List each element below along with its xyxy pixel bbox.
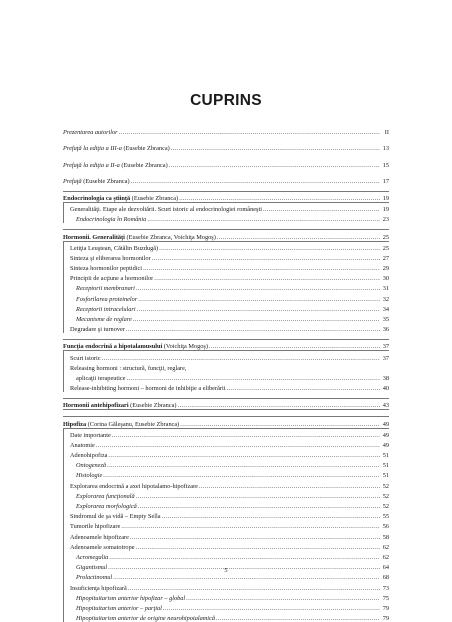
toc-leader-dots bbox=[199, 483, 380, 490]
toc-entry-title: Principii de acţiune a hormonilor bbox=[70, 275, 154, 283]
toc-page-number: 49 bbox=[382, 420, 389, 428]
toc-leader-dots bbox=[138, 503, 380, 510]
toc-entry[interactable] bbox=[63, 292, 389, 302]
toc-page-number: II bbox=[384, 129, 389, 137]
toc-entry[interactable] bbox=[63, 490, 389, 500]
toc-entry-title: Hipofiza (Corina Găleşanu, Eusebie Zbranca) bbox=[63, 420, 180, 428]
toc-entry[interactable] bbox=[63, 339, 389, 351]
toc-entry-title: Insuficienţa hipofizară bbox=[70, 584, 127, 592]
toc-entry-title: Gigantismul bbox=[76, 564, 108, 572]
toc-leader-dots bbox=[263, 206, 380, 213]
toc-leader-dots bbox=[143, 265, 380, 272]
toc-entry[interactable] bbox=[63, 203, 389, 213]
toc-entry-title: Adenohipofiza bbox=[70, 452, 108, 460]
toc-entry-title: Sinteza şi eliberarea hormonilor bbox=[70, 254, 151, 262]
toc-page-number: 79 bbox=[382, 604, 389, 612]
toc-entry[interactable] bbox=[63, 126, 389, 136]
toc-page-number: 17 bbox=[382, 177, 389, 185]
toc-page-number: 58 bbox=[382, 533, 389, 541]
toc-entry-title: Anatomie bbox=[70, 441, 95, 449]
table-of-contents bbox=[63, 126, 389, 622]
toc-entry[interactable] bbox=[63, 282, 389, 292]
toc-page-number: 25 bbox=[382, 244, 389, 252]
toc-entry[interactable] bbox=[63, 592, 389, 602]
toc-entry[interactable] bbox=[63, 272, 389, 282]
toc-page-number: 19 bbox=[382, 206, 389, 214]
toc-page-number: 32 bbox=[382, 295, 389, 303]
toc-leader-dots bbox=[109, 554, 380, 561]
toc-page-number: 75 bbox=[382, 594, 389, 602]
toc-page-number: 31 bbox=[382, 285, 389, 293]
toc-page-number: 27 bbox=[382, 254, 389, 262]
toc-entry[interactable] bbox=[63, 551, 389, 561]
toc-entry-title: Endocrinologia ca ştiinţă (Eusebie Zbranca) bbox=[63, 194, 179, 202]
toc-entry[interactable] bbox=[63, 242, 389, 252]
toc-leader-dots bbox=[126, 375, 380, 382]
toc-entry-title: Endocrinologia în România bbox=[76, 216, 147, 224]
toc-leader-dots bbox=[217, 234, 380, 241]
toc-leader-dots bbox=[159, 245, 380, 252]
toc-entry[interactable] bbox=[63, 191, 389, 203]
toc-entry-title: Histologie bbox=[76, 472, 103, 480]
toc-entry[interactable] bbox=[63, 229, 389, 241]
toc-page-number: 62 bbox=[382, 543, 389, 551]
toc-page-number: 43 bbox=[382, 402, 389, 410]
toc-entry-title: Scurt istoric bbox=[70, 354, 101, 362]
toc-entry-title: Letiţia Leuştean, Cătălin Buzdugă) bbox=[70, 244, 159, 252]
toc-entry-title: Hipopituitarism anterior – parţial bbox=[76, 604, 162, 612]
toc-entry[interactable] bbox=[63, 469, 389, 479]
toc-page-number: 34 bbox=[382, 305, 389, 313]
toc-entry[interactable] bbox=[63, 313, 389, 323]
toc-leader-dots bbox=[171, 145, 380, 152]
toc-page-number: 68 bbox=[382, 574, 389, 582]
toc-page-number: 52 bbox=[382, 503, 389, 510]
toc-entry-title: Explorarea funcţională bbox=[76, 492, 135, 500]
toc-entry-title: Hipopituitarism anterior hipofizar – global bbox=[76, 594, 186, 602]
toc-page-number: 38 bbox=[382, 374, 389, 382]
toc-entry-title: Explorarea endocrină a axei hipotalamo-hipofizare bbox=[70, 482, 198, 490]
toc-leader-dots bbox=[133, 316, 380, 323]
toc-entry-title: Ontogeneză bbox=[76, 462, 107, 470]
toc-entry[interactable] bbox=[63, 541, 389, 551]
toc-page-number: 30 bbox=[382, 275, 389, 283]
toc-entry-title: Prefaţă la ediţia a III-a (Eusebie Zbranca) bbox=[63, 145, 170, 153]
toc-entry-title: Releasing hormoni : structură, funcţii, reglare, bbox=[70, 364, 187, 372]
toc-entry-title: Hormonii. Generalităţi (Eusebie Zbranca, Voichiţa Mogoş) bbox=[63, 233, 216, 241]
toc-page-number: 13 bbox=[382, 145, 389, 153]
toc-leader-dots bbox=[216, 615, 380, 622]
toc-leader-dots bbox=[178, 402, 381, 409]
toc-page-number: 37 bbox=[382, 354, 389, 362]
toc-entry-title: Receptorii intracelulari bbox=[76, 305, 136, 313]
toc-leader-dots bbox=[152, 255, 380, 262]
toc-entry[interactable] bbox=[63, 252, 389, 262]
toc-leader-dots bbox=[180, 421, 380, 428]
toc-leader-dots bbox=[107, 462, 380, 469]
toc-entry[interactable] bbox=[63, 429, 389, 439]
toc-leader-dots bbox=[169, 162, 380, 169]
toc-page-number: 19 bbox=[382, 194, 389, 202]
toc-leader-dots bbox=[113, 574, 380, 581]
toc-page-number: 52 bbox=[382, 492, 389, 500]
toc-page-number: 56 bbox=[382, 523, 389, 531]
toc-entry-title: Tumorile hipofizare bbox=[70, 523, 121, 531]
toc-entry-title: Generalităţi. Etape ale dezvoltării. Scurt istoric al endocrinologiei româneşti bbox=[70, 206, 262, 214]
toc-entry[interactable] bbox=[63, 510, 389, 520]
toc-entry-title: Adenoamele hipofizare bbox=[70, 533, 129, 541]
toc-entry[interactable] bbox=[63, 158, 389, 168]
toc-page-number: 49 bbox=[382, 441, 389, 449]
toc-entry-title: Release-inhibiting hormoni – hormoni de inhibiţie a eliberării bbox=[70, 385, 226, 393]
toc-page-number: 62 bbox=[382, 553, 389, 561]
toc-leader-dots bbox=[102, 355, 380, 362]
toc-entry-title: Adenoamele somatotrope bbox=[70, 543, 135, 551]
toc-entry-title: Prezentarea autorilor bbox=[63, 129, 118, 137]
toc-entry[interactable] bbox=[63, 459, 389, 469]
toc-entry-title: Sindromul de şa vidă – Empty Sella bbox=[70, 513, 161, 521]
toc-entry[interactable] bbox=[63, 303, 389, 313]
toc-entry[interactable] bbox=[63, 479, 389, 489]
toc-page-number: 35 bbox=[382, 316, 389, 323]
toc-leader-dots bbox=[131, 178, 380, 185]
toc-entry-title: Receptorii membranari bbox=[76, 285, 135, 293]
toc-leader-dots bbox=[130, 534, 380, 541]
toc-leader-dots bbox=[163, 605, 380, 612]
toc-entry-title: Acromegalia bbox=[76, 553, 109, 561]
toc-leader-dots bbox=[96, 442, 380, 449]
toc-entry[interactable] bbox=[63, 416, 389, 428]
toc-entry-title: Date importante bbox=[70, 431, 111, 439]
page-title: CUPRINS bbox=[190, 92, 262, 109]
toc-entry[interactable] bbox=[63, 213, 389, 223]
toc-entry[interactable] bbox=[63, 398, 389, 410]
toc-leader-dots bbox=[154, 275, 380, 282]
toc-entry-title: Prefaţă la ediţia a II-a (Eusebie Zbranca) bbox=[63, 161, 168, 169]
toc-entry[interactable] bbox=[63, 612, 389, 622]
toc-page-number: 79 bbox=[382, 615, 389, 622]
toc-entry[interactable] bbox=[63, 530, 389, 540]
toc-entry[interactable] bbox=[63, 362, 389, 372]
toc-entry[interactable] bbox=[63, 351, 389, 361]
toc-entry-title: Funcţia endocrină a hipotalamusului (Voichiţa Mogoş) bbox=[63, 343, 208, 351]
toc-leader-dots bbox=[186, 595, 380, 602]
toc-leader-dots bbox=[128, 585, 380, 592]
toc-entry-title: Sinteza hormonilor peptidici bbox=[70, 265, 143, 273]
toc-leader-dots bbox=[121, 523, 380, 530]
toc-leader-dots bbox=[103, 472, 380, 479]
toc-page-number: 73 bbox=[382, 584, 389, 592]
toc-leader-dots bbox=[136, 285, 380, 292]
toc-leader-dots bbox=[119, 129, 380, 136]
toc-entry-title: Prefaţă (Eusebie Zbranca) bbox=[63, 177, 130, 185]
toc-page-number: 36 bbox=[382, 326, 389, 334]
toc-page-number: 51 bbox=[382, 452, 389, 460]
toc-page-number: 51 bbox=[382, 462, 389, 470]
toc-entry-title: Hormonii antehipofizari (Eusebie Zbranca) bbox=[63, 402, 177, 410]
toc-leader-dots bbox=[179, 195, 380, 202]
toc-entry-title: Explorarea morfologică bbox=[76, 503, 137, 510]
toc-entry[interactable] bbox=[63, 500, 389, 510]
toc-entry[interactable] bbox=[63, 142, 389, 152]
toc-leader-dots bbox=[209, 343, 380, 350]
toc-entry-title: Fosforilarea proteinelor bbox=[76, 295, 138, 303]
toc-leader-dots bbox=[108, 452, 380, 459]
toc-entry[interactable] bbox=[63, 175, 389, 185]
toc-entry[interactable] bbox=[63, 262, 389, 272]
toc-leader-dots bbox=[162, 513, 380, 520]
toc-entry[interactable] bbox=[63, 449, 389, 459]
toc-leader-dots bbox=[137, 306, 380, 313]
toc-entry[interactable] bbox=[63, 581, 389, 591]
toc-entry[interactable] bbox=[63, 520, 389, 530]
toc-page-number: 55 bbox=[382, 513, 389, 521]
toc-entry[interactable] bbox=[63, 439, 389, 449]
toc-entry[interactable] bbox=[63, 602, 389, 612]
toc-page-number: 64 bbox=[382, 564, 389, 572]
toc-entry-title: Hipopituitarism anterior de origine neurohipotalamică bbox=[76, 615, 215, 622]
toc-page-number: 25 bbox=[382, 233, 389, 241]
toc-entry-title: Degradare şi turnover bbox=[70, 326, 125, 334]
toc-leader-dots bbox=[136, 544, 380, 551]
toc-entry-title: Mecanisme de reglare bbox=[76, 316, 132, 323]
toc-entry-title: Prolactinomul bbox=[76, 574, 113, 582]
toc-leader-dots bbox=[138, 296, 380, 303]
toc-leader-dots bbox=[147, 216, 380, 223]
toc-leader-dots bbox=[226, 385, 380, 392]
page-number: 5 bbox=[224, 567, 228, 574]
toc-page-number: 51 bbox=[382, 472, 389, 480]
toc-entry[interactable] bbox=[63, 382, 389, 392]
toc-entry[interactable] bbox=[63, 372, 389, 382]
toc-page-number: 15 bbox=[382, 161, 389, 169]
toc-page-number: 49 bbox=[382, 431, 389, 439]
toc-entry[interactable] bbox=[63, 323, 389, 333]
toc-leader-dots bbox=[112, 432, 380, 439]
toc-page-number: 37 bbox=[382, 343, 389, 351]
toc-leader-dots bbox=[136, 493, 380, 500]
toc-page-number: 29 bbox=[382, 265, 389, 273]
toc-page-number: 40 bbox=[382, 385, 389, 393]
toc-entry-title: aplicaţii terapeutice bbox=[76, 374, 126, 382]
toc-page-number: 52 bbox=[382, 482, 389, 490]
toc-leader-dots bbox=[126, 326, 380, 333]
toc-page-number: 23 bbox=[382, 216, 389, 224]
